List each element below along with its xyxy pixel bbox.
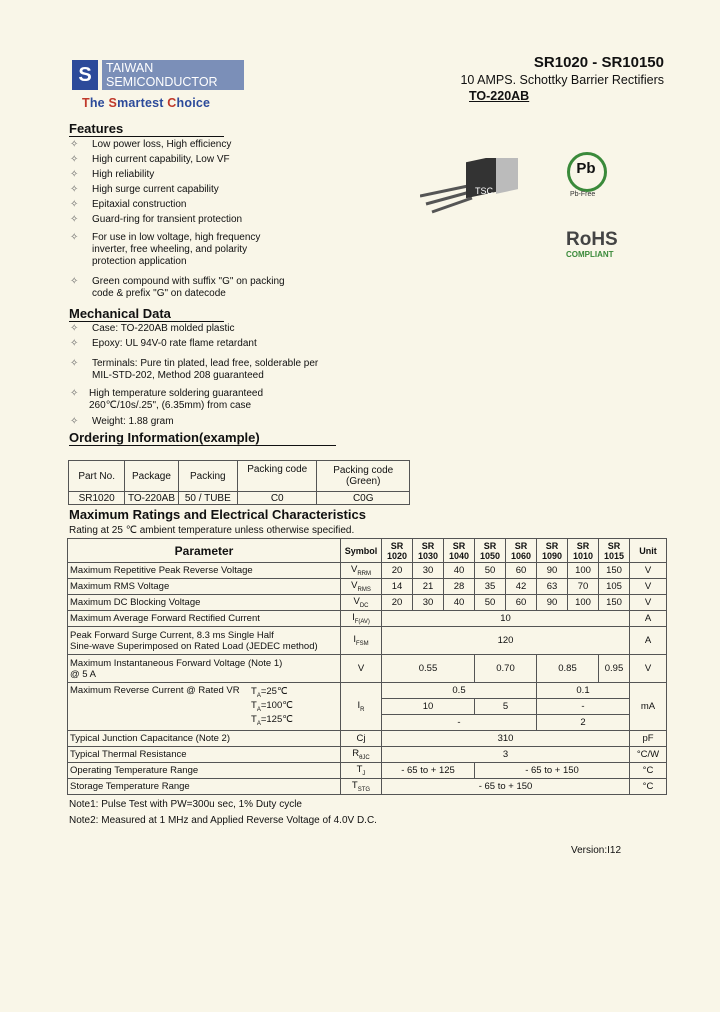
part-range-title: SR1020 - SR10150 (533, 54, 664, 71)
mechanical-title: Mechanical Data (69, 306, 224, 322)
pb-free-caption: Pb-Free (570, 191, 596, 198)
note-1: Note1: Pulse Test with PW=300u sec, 1% Duty cycle (69, 799, 302, 810)
features-title: Features (69, 121, 224, 137)
product-description: 10 AMPS. Schottky Barrier Rectifiers (460, 73, 664, 87)
pb-free-text: Pb (576, 160, 596, 177)
company-name-line2: SEMICONDUCTOR (106, 75, 218, 89)
ratings-subtitle: Rating at 25 ℃ ambient temperature unless otherwise specified. (69, 525, 355, 536)
ratings-table: Parameter Symbol SR 1020 SR 1030 SR 1040 SR 1050 SR 1060 SR 1090 SR 1010 SR 1015 Unit Maximum Repetitive Peak Reverse Voltage $V_{RRM}$ 20 30 40 50 60 90 100 150 V Maximum RMS Voltage $V_{RMS}$ 14 21 28 35 42 63 70 105 V Maximum DC Blocking Voltage $V_{DC}$ 20 30 40 50 60 90 100 150 V Maximum Average Forward Rectified Current $I_{F(AV)}$ 10 A Peak Forward Surge Current, 8.3 ms Single Half Sine-wave Superimposed on Rated Load (JEDEC method) $I_{FSM}$ 120 A Maximum Instantaneous Forward Voltage (Note 1) @ 5 A V 0.55 0.70 0.85 0.95 V Maximum Reverse Current @ Rated VR $T_A=25℃$ $T_A=100℃$ $T_A=125℃$ $I_R$ 0.5 0.1 mA 10 5 - - 2 Typical Junction Capacitance (Note 2) Cj 310 pF Typical Thermal Resistance $R_{\theta JC}$ 3 °C/W Operating Temperature Range $T_J$ - 65 to + 125 - 65 to + 150 °C Storage Temperature Range $T_{STG}$ - 65 to + 150 °C (67, 538, 667, 795)
company-name-line1: TAIWAN (106, 61, 154, 75)
rohs-logo: RoHS (566, 229, 618, 250)
features-list: ✧ Low power loss, High efficiency ✧ High current capability, Low VF ✧ High reliability ✧ High surge current capability ✧ Epitaxial construction ✧ Guard-ring for transient protection ✧ For use in low voltage, high frequency inverter, free wheeling, and polarity protection application ✧ Green compound with suffix "G" on packing code & prefix "G" on datecode (70, 139, 285, 299)
ordering-title: Ordering Information(example) (69, 430, 336, 446)
company-logo-mark: S (72, 60, 98, 90)
company-slogan: The Smartest Choice (82, 96, 211, 110)
note-2: Note2: Measured at 1 MHz and Applied Reverse Voltage of 4.0V D.C. (69, 815, 377, 826)
svg-text:TSC: TSC (475, 186, 493, 196)
mechanical-list: ✧ Case: TO-220AB molded plastic ✧ Epoxy: UL 94V-0 rate flame retardant ✧ Terminals: Pure tin plated, lead free, solderable per MIL-STD-202, Method 208 guaranteed ✧ High temperature soldering guaranteed 260℃/10s/.25", (6.35mm) from case ✧ Weight: 1.88 gram (70, 323, 319, 427)
package-title: TO-220AB (469, 89, 530, 103)
company-name (102, 60, 244, 90)
version-label: Version:I12 (571, 845, 622, 856)
to220-package-image (420, 158, 530, 218)
rohs-caption: COMPLIANT (566, 250, 614, 259)
ordering-table: Part No. Package Packing Packing code Packing code (Green) SR1020 TO-220AB 50 / TUBE C0 C0G (68, 460, 410, 505)
ratings-title: Maximum Ratings and Electrical Characteristics (69, 507, 366, 522)
